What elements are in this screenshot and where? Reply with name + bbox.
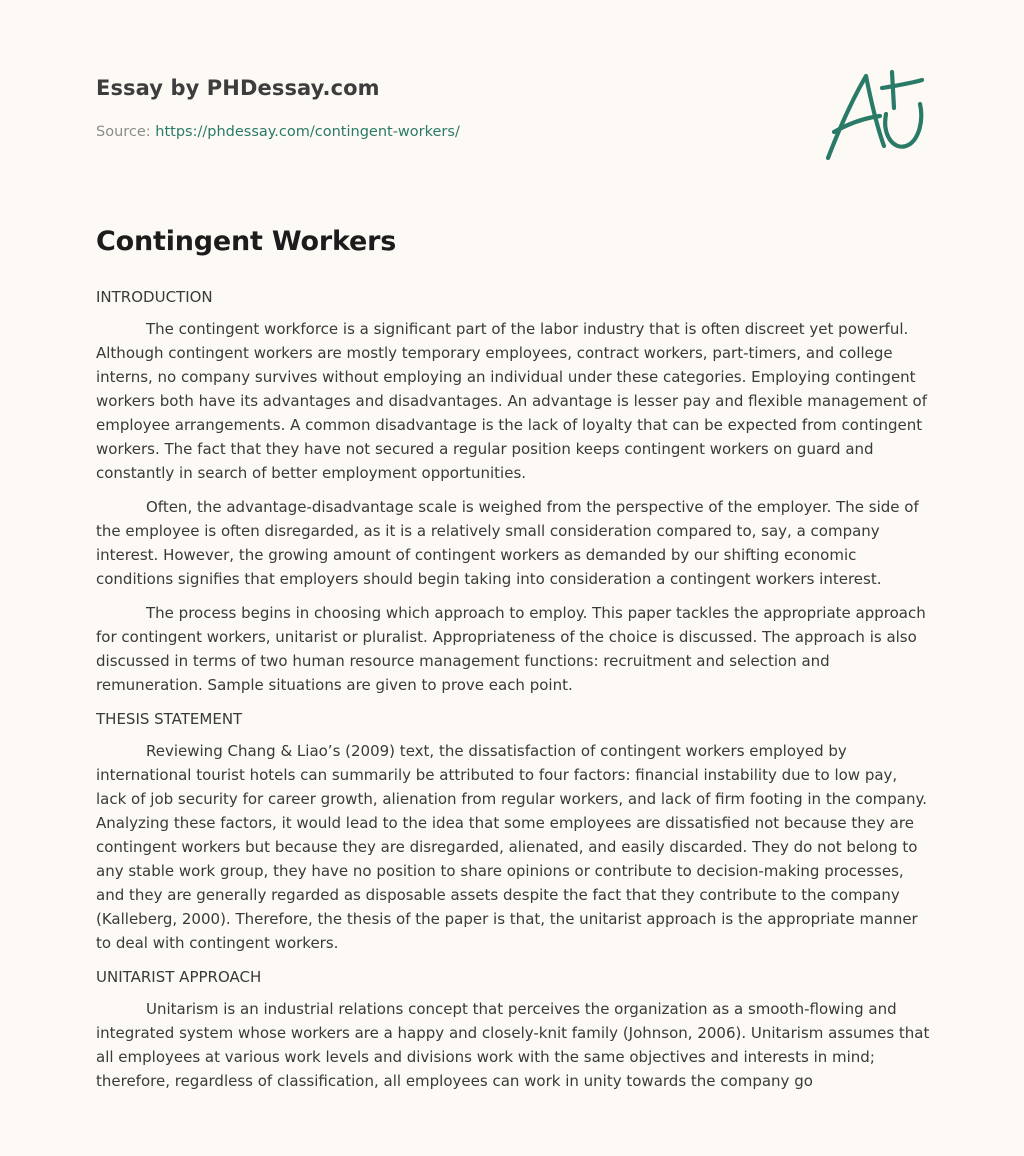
essay-body [96, 285, 932, 1103]
paragraph: The contingent workforce is a significant part of the labor industry that is often discreet yet powerful. Although contingent workers are mostly temporary employees, contract workers, part-timers, and college interns, no company survives without employing an individual under these categories. Employing contingent workers both have its advantages and disadvantages. An advantage is lesser pay and flexible management of employee arrangements. A common disadvantage is the lack of loyalty that can be expected from contingent workers. The fact that they have not secured a regular position keeps contingent workers on guard and constantly in search of better employment opportunities. [96, 320, 928, 482]
paragraph: The process begins in choosing which approach to employ. This paper tackles the appropriate approach for contingent workers, unitarist or pluralist. Appropriateness of the choice is discussed. The approach is also discussed in terms of two human resource management functions: recruitment and selection and remuneration. Sample situations are given to prove each point. [96, 604, 926, 694]
section-heading: UNITARIST APPROACH [96, 968, 262, 986]
essay-title: Contingent Workers [96, 226, 397, 257]
source-link[interactable]: https://phdessay.com/contingent-workers/ [155, 124, 460, 140]
essay-page [96, 0, 932, 1156]
paragraph: Reviewing Chang & Liao’s (2009) text, the dissatisfaction of contingent workers employed by international tourist hotels can summarily be attributed to four factors: financial instability due to low pay, lack of job security for career growth, alienation from regular workers, and lack of firm footing in the company. Analyzing these factors, it would lead to the idea that some employees are dissatisfied not because they are contingent workers but because they are disregarded, alienated, and easily discarded. They do not belong to any stable work group, they have no position to share opinions or contribute to decision-making processes, and they are generally regarded as disposable assets despite the fact that they contribute to the company (Kalleberg, 2000). Therefore, the thesis of the paper is that, the unitarist approach is the appropriate manner to deal with contingent workers. [96, 742, 927, 952]
a-plus-logo-icon [824, 66, 926, 166]
source-label: Source: [96, 124, 156, 140]
paragraph: Often, the advantage-disadvantage scale is weighed from the perspective of the employer. The side of the employee is often disregarded, as it is a relatively small consideration compared to, say, a company interest. However, the growing amount of contingent workers as demanded by our shifting economic conditions signifies that employers should begin taking into consideration a contingent workers interest. [96, 498, 919, 588]
section-heading: INTRODUCTION [96, 288, 213, 306]
site-brand: Essay by PHDessay.com [96, 76, 380, 100]
source-line [96, 124, 460, 140]
section-heading: THESIS STATEMENT [96, 710, 243, 728]
paragraph: Unitarism is an industrial relations concept that perceives the organization as a smooth-flowing and integrated system whose workers are a happy and closely-knit family (Johnson, 2006). Unitarism assumes that all employees at various work levels and divisions work with the same objectives and interests in mind; therefore, regardless of classification, all employees can work in unity towards the company go [96, 1000, 930, 1090]
